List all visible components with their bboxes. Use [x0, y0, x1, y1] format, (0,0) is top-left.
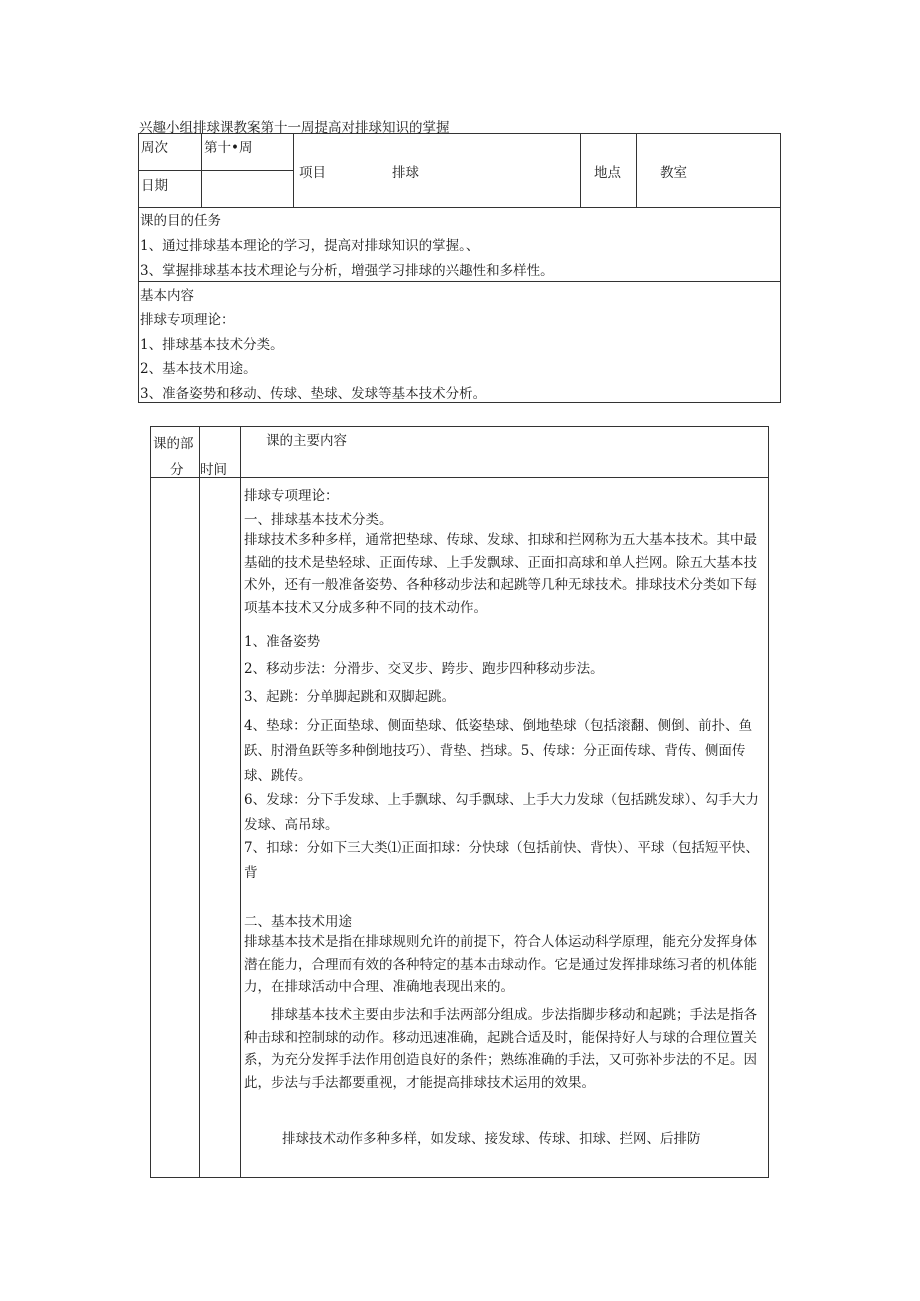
content-line: 3、准备姿势和移动、传球、垫球、发球等基本技术分析。: [140, 386, 487, 402]
table2-col-divider: [199, 426, 200, 1178]
table1-row-divider: [138, 170, 293, 171]
content-line: 2、基本技术用途。: [140, 361, 257, 377]
list-item: 3、起跳：分单脚起跳和双脚起跳。: [244, 689, 456, 705]
list-item: 7、扣球：分如下三大类⑴正面扣球：分快球（包括前快、背快）、平球（包括短平快、背: [244, 840, 759, 881]
paragraph: 排球基本技术是指在排球规则允许的前提下，符合人体运动科学原理，能充分发挥身体潜在能力，合理而有效的各种特定的基本击球动作。它是通过发挥排球练习者的机体能力，在排球活动中合理、准确地表现出来的。: [244, 934, 757, 995]
paragraph: 排球技术多种多样，通常把垫球、传球、发球、扣球和拦网称为五大基本技术。其中最基础的技术是垫轻球、正面传球、上手发飘球、正面扣高球和单人拦网。除五大基本技术外，还有一般准备姿势、各种移动步法和起跳等几种无球技术。排球技术分类如下每项基本技术又分成多种不同的技术动作。: [244, 532, 757, 616]
list-item: 4、垫球：分正面垫球、侧面垫球、低姿垫球、倒地垫球（包括滚翻、侧倒、前扑、鱼跃、肘滑鱼跃等多种倒地技巧）、背垫、挡球。5、传球：分正面传球、背传、侧面传球、跳传。: [244, 718, 753, 784]
place-label: 地点: [594, 165, 621, 181]
section-heading: 二、基本技术用途: [244, 914, 352, 930]
table2-col-divider: [240, 426, 241, 1178]
col-time-header: 时间: [200, 462, 227, 478]
week-label: 周次: [141, 140, 168, 156]
content-heading: 基本内容: [140, 288, 194, 304]
content-line: 排球专项理论：: [140, 312, 235, 328]
place-value: 教室: [660, 165, 687, 181]
goal-line: 1、通过排球基本理论的学习，提高对排球知识的掌握。、: [140, 238, 480, 254]
col-part-header: 课的部: [153, 436, 194, 452]
table1-col-divider: [636, 133, 637, 207]
col-main-header: 课的主要内容: [266, 433, 347, 449]
content-line: 1、排球基本技术分类。: [140, 337, 284, 353]
table2-header-divider: [150, 477, 769, 478]
goal-heading: 课的目的任务: [140, 213, 221, 229]
paragraph: 排球基本技术主要由步法和手法两部分组成。步法指脚步移动和起跳；手法是指各种击球和控制球的动作。移动迅速准确，起跳合适及时，能保持好人与球的合理位置关系，为充分发挥手法作用创造良好的条件；熟练准确的手法，又可弥补步法的不足。因此，步法与手法都要重视，才能提高排球技术运用的效果。: [244, 1007, 757, 1091]
section-heading: 一、排球基本技术分类。: [244, 512, 393, 528]
table1-row-divider: [138, 281, 781, 282]
table1-col-divider: [580, 133, 581, 207]
col-part-header-2: 分: [170, 462, 184, 478]
list-item: 2、移动步法：分滑步、交叉步、跨步、跑步四种移动步法。: [244, 661, 604, 677]
week-value: 第十•周: [204, 140, 253, 156]
list-item: 6、发球：分下手发球、上手飘球、勾手飘球、上手大力发球（包括跳发球）、勾手大力发球、高吊球。: [244, 792, 759, 833]
table1-col-divider: [293, 133, 294, 207]
item-label: 项目: [299, 165, 326, 181]
table1-col-divider: [201, 133, 202, 207]
paragraph: 排球技术动作多种多样，如发球、接发球、传球、扣球、拦网、后排防: [282, 1131, 701, 1147]
section-heading: 排球专项理论：: [244, 488, 339, 504]
page-title: 兴趣小组排球课教案第十一周提高对排球知识的掌握: [139, 120, 450, 136]
item-value: 排球: [392, 165, 419, 181]
goal-line: 3、掌握排球基本技术理论与分析，增强学习排球的兴趣性和多样性。: [140, 263, 554, 279]
date-label: 日期: [141, 178, 168, 194]
table1-row-divider: [138, 207, 781, 208]
list-item: 1、准备姿势: [244, 634, 321, 650]
